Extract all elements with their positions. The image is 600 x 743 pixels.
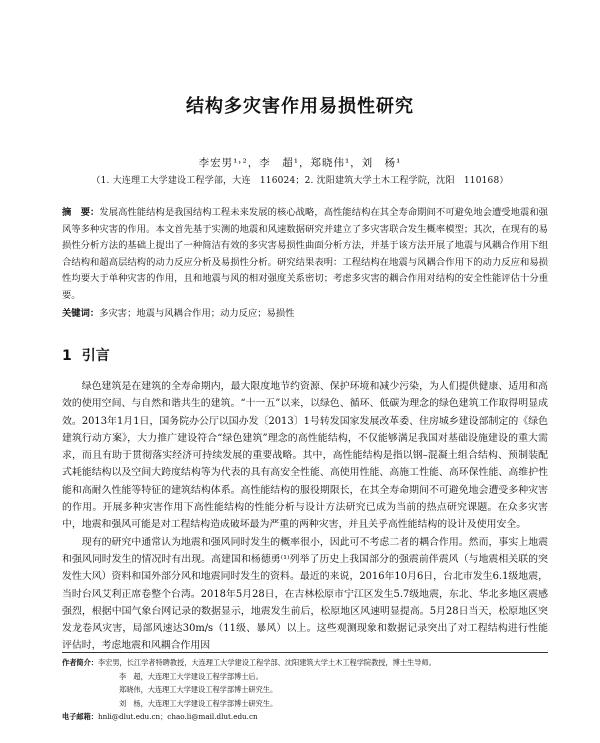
footnotes: [62, 656, 548, 724]
email-address: hnli@dlut.edu.cn；chao.li@mail.dlut.edu.cn: [97, 712, 258, 722]
keywords: [62, 306, 548, 322]
email-label: 电子邮箱：: [62, 712, 98, 722]
section-title: 引言: [81, 348, 110, 364]
abstract-text: 发展高性能结构是我国结构工程未来发展的核心战略，高性能结构在其全寿命期间不可避免地会遭受地震和强风等多种灾害的作用。本文首先基于实测的地震和风速数据研究并建立了多灾害联合发生概率模型；其次，在现有的易损性分析方法的基础上提出了一种简洁有效的多灾害易损性曲面分析方法，并基于该方法开展了地震与风耦合作用下组合结构和超高层结构的动力反应分析及易损性分析。研究结果表明：工程结构在地震与风耦合作用下的动力反应和易损性均要大于单种灾害的作用，且和地震与风的相对强度关系密切；考虑多灾害的耦合作用对结构的安全性能评估十分重要。: [62, 207, 548, 301]
paper-title: 结构多灾害作用易损性研究: [186, 96, 414, 117]
keywords-text: 多灾害；地震与风耦合作用；动力反应；易损性: [99, 308, 295, 319]
author-bio: 李 超，大连理工大学建设工程学部博士后。: [119, 671, 263, 681]
author-bio: 李宏男，长江学者特聘教授，大连理工大学建设工程学部、沈阳建筑大学土木工程学院教授，博士生导师。: [97, 658, 436, 667]
footnote-line: [62, 656, 548, 670]
body-text: [62, 378, 548, 655]
section-heading: [62, 345, 110, 365]
author-bio: 郑晓伟，大连理工大学建设工程学部博士研究生。: [119, 685, 278, 695]
author-list: 李宏男¹˒²，李 超¹，郑晓伟¹，刘 杨¹: [198, 157, 402, 169]
affiliation: （1. 大连理工大学建设工程学部，大连 116024；2. 沈阳建筑大学土木工程学院，沈阳 110168）: [91, 176, 509, 186]
paragraph: 绿色建筑是在建筑的全寿命期内，最大限度地节约资源、保护环境和减少污染，为人们提供健康、适用和高效的使用空间、与自然和谐共生的建筑。“十一五”以来，以绿色、循环、低碳为理念的绿色建筑工作取得明显成效。2013年1月1日，国务院办公厅以国办发〔2013〕1号转发国家发展改革委、住房城乡建设部制定的《绿色建筑行动方案》，大力推广建设符合“绿色建筑”理念的高性能结构，不仅能够满足我国对基础设施建设的重大需求，而且有助于贯彻落实经济可持续发展的重要战略。其中，高性能结构是指以钢–混凝土组合结构、预制装配式耗能结构以及空间大跨度结构等为代表的具有高安全性能、高使用性能、高施工性能、高环保性能、高维护性能和高耐久性能等特征的建筑结构体系。高性能结构的服役期限长，在其全寿命期间不可避免地会遭受多种灾害的作用。开展多种灾害作用下高性能结构的性能分析与设计方法研究已成为当前的热点研究课题。在众多灾害中，地震和强风可能是对工程结构造成破坏最为严重的两种灾害，并且关乎高性能结构的设计及使用安全。: [62, 381, 548, 531]
abstract: [62, 205, 548, 305]
author-bio: 刘 杨，大连理工大学建设工程学部博士研究生。: [119, 698, 278, 708]
paragraph: 现有的研究中通常认为地震和强风同时发生的概率很小，因此可不考虑二者的耦合作用。然而，事实上地震和强风同时发生的情况时有出现。高建国和杨德勇⁽¹⁾列举了历史上我国部分的强震前伴震风（与地震相关联的突发性大风）资料和国外部分风和地震同时发生的资料。最近的来说，2016年10月6日，台北市发生6.1级地震，当时台风艾利正席卷整个台湾。2018年5月28日，在吉林松原市宁江区发生5.7级地震，东北、华北多地区震感强烈，根据中国气象台网记录的数据显示，地震发生前后，松原地区风速明显提高。5月28日当天，松原地区突发龙卷风灾害，局部风速达30m/s（11级、暴风）以上。这些观测现象和数据记录突出了对工程结构进行性能评估时，考虑地震和风耦合作用因: [62, 536, 548, 652]
footnote-divider: [62, 652, 548, 653]
abstract-label: 摘 要：: [62, 207, 100, 218]
email-line: [62, 710, 548, 724]
keywords-label: 关键词：: [62, 308, 100, 319]
section-number: 1: [62, 348, 72, 364]
author-bio-label: 作者简介：: [62, 658, 98, 667]
